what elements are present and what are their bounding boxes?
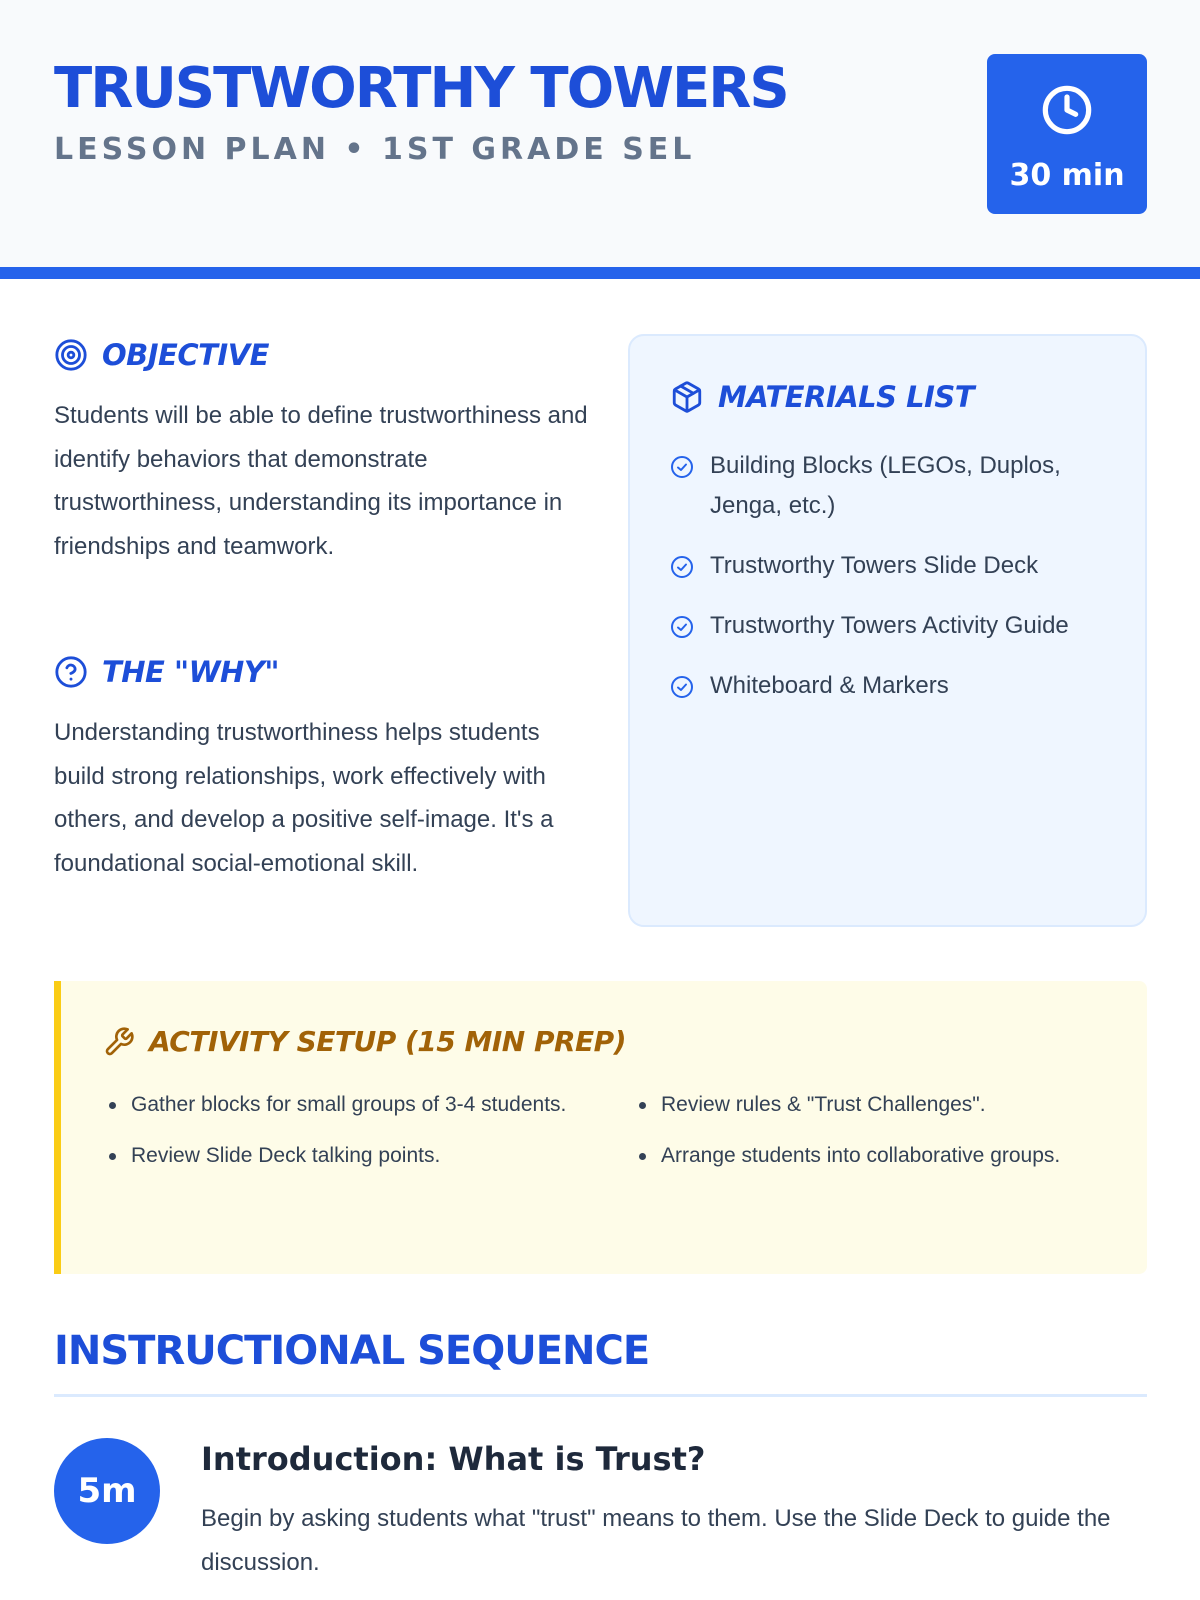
materials-card: [628, 334, 1147, 927]
header: [0, 0, 1200, 267]
page-title: TRUSTWORTHY TOWERS: [54, 56, 788, 121]
step-title: Introduction: What is Trust?: [201, 1440, 706, 1478]
header-divider: [0, 267, 1200, 279]
materials-item-label: Whiteboard & Markers: [710, 672, 949, 699]
objective-heading-label: OBJECTIVE: [102, 338, 269, 372]
objective-heading: [54, 338, 269, 372]
setup-item: Review Slide Deck talking points.: [103, 1139, 633, 1172]
sequence-heading: INSTRUCTIONAL SEQUENCE: [54, 1328, 650, 1374]
setup-list: [103, 1088, 1103, 1172]
check-circle-icon: [670, 615, 694, 639]
activity-setup-card: [54, 981, 1147, 1274]
why-heading: [54, 655, 279, 689]
materials-list: [670, 446, 1110, 726]
materials-item: [670, 606, 1110, 646]
setup-item: Arrange students into collaborative groups.: [633, 1139, 1073, 1172]
clock-icon: [1041, 84, 1093, 136]
why-heading-label: THE "WHY": [102, 655, 279, 689]
target-icon: [54, 338, 88, 372]
duration-badge: [987, 54, 1147, 214]
question-circle-icon: [54, 655, 88, 689]
materials-item-label: Trustworthy Towers Slide Deck: [710, 552, 1039, 579]
objective-text: Students will be able to define trustworthiness and identify behaviors that demonstrate trustworthiness, understanding its importance in friendships and teamwork.: [54, 402, 588, 560]
step-description: Begin by asking students what "trust" means to them. Use the Slide Deck to guide the discussion.: [201, 1505, 1111, 1576]
setup-item: Review rules & "Trust Challenges".: [633, 1088, 1073, 1121]
materials-heading-label: MATERIALS LIST: [718, 380, 975, 414]
page-subtitle: LESSON PLAN • 1ST GRADE SEL: [54, 132, 696, 167]
check-circle-icon: [670, 555, 694, 579]
setup-heading: [103, 1025, 626, 1058]
check-circle-icon: [670, 455, 694, 479]
materials-heading: [670, 380, 974, 414]
duration-label: 30 min: [1009, 158, 1125, 193]
materials-item: [670, 446, 1110, 526]
why-text: Understanding trustworthiness helps students build strong relationships, work effectively with others, and develop a positive self-image. It's a foundational social-emotional skill.: [54, 719, 554, 877]
step-duration-badge: 5m: [54, 1438, 160, 1544]
sequence-divider: [54, 1394, 1147, 1397]
package-icon: [670, 380, 704, 414]
materials-item: [670, 546, 1110, 586]
setup-heading-label: ACTIVITY SETUP (15 MIN PREP): [149, 1025, 626, 1058]
setup-item: Gather blocks for small groups of 3-4 students.: [103, 1088, 633, 1121]
materials-item-label: Trustworthy Towers Activity Guide: [710, 612, 1069, 639]
check-circle-icon: [670, 675, 694, 699]
wrench-icon: [103, 1026, 135, 1058]
materials-item: [670, 666, 1110, 706]
materials-item-label: Building Blocks (LEGOs, Duplos, Jenga, etc.): [710, 452, 1061, 519]
